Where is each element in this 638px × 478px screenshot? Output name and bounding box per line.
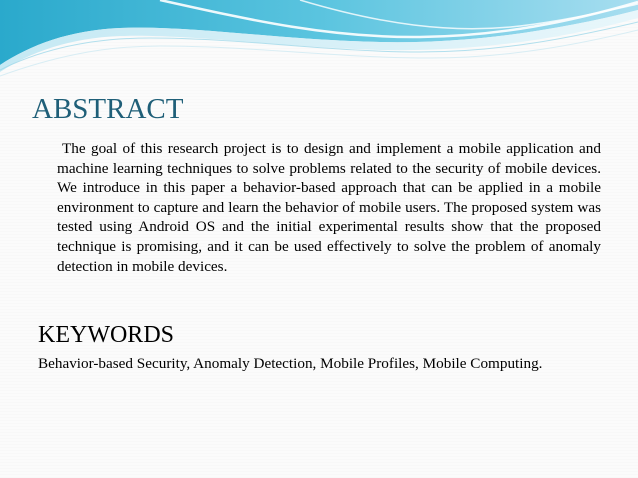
header-wave-decoration xyxy=(0,0,638,80)
abstract-body: The goal of this research project is to design and implement a mobile application and machine learning techniques to solve problems related to the security of mobile devices. We introduce in this paper a behavior-based approach that can be applied in a mobile environment to capture and learn the behavior of mobile users. The proposed system was tested using Android OS and the initial experimental results show that the proposed technique is promising, and it can be used effectively to solve the problem of anomaly detection in mobile devices. xyxy=(57,140,601,275)
keywords-body: Behavior-based Security, Anomaly Detection, Mobile Profiles, Mobile Computing. xyxy=(38,355,543,372)
abstract-heading: ABSTRACT xyxy=(32,93,184,125)
keywords-heading: KEYWORDS xyxy=(38,322,174,348)
